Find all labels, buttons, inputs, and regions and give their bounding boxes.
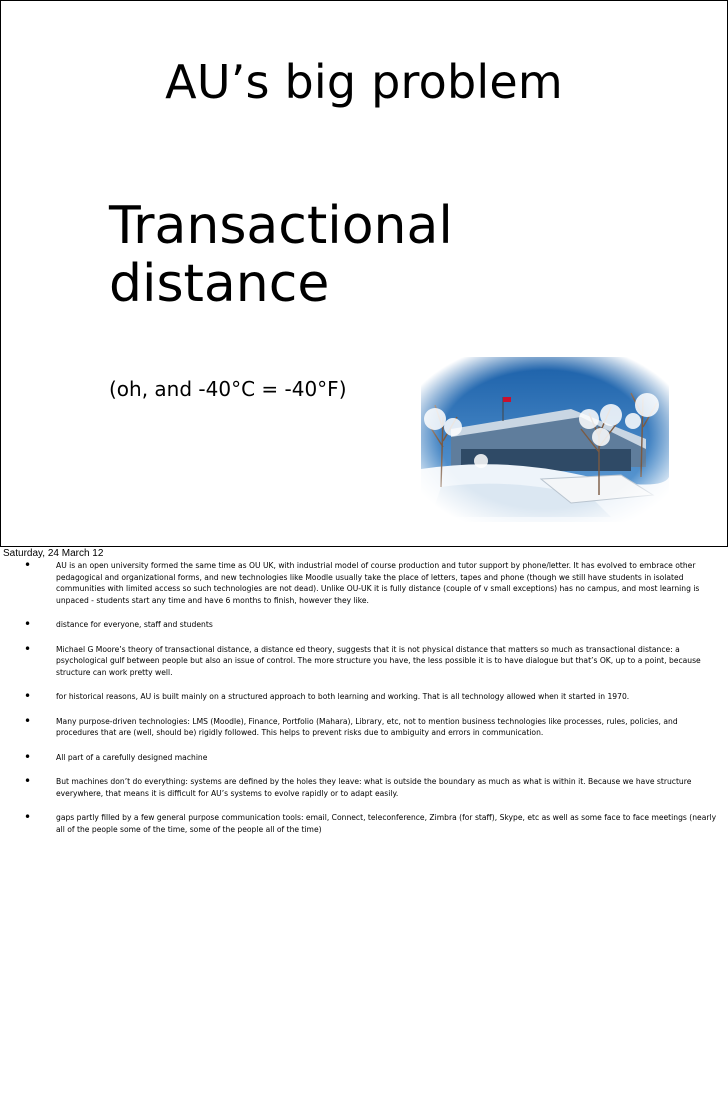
note-text: distance for everyone, staff and students (56, 620, 213, 629)
note-text: Michael G Moore’s theory of transactional distance, a distance ed theory, suggests that it is not physical distance that matters so much as transactional distance: a psychological gulf between people but also an issue of control. The more structure you have, the less possible it is to have dialogue but that’s OK, up to a point, because structure can work pretty well. (56, 644, 701, 677)
note-item (24, 713, 718, 739)
note-item (24, 749, 718, 764)
note-text: But machines don’t do everything: systems are defined by the holes they leave: what is outside the boundary as much as what is within it. Because we have structure everywhere, that means it is difficult for AU’s systems to evolve rapidly or to adapt easily. (56, 777, 692, 798)
note-item (24, 776, 718, 799)
note-item (24, 691, 718, 703)
note-item (24, 619, 718, 631)
heading-line-1: Transactional (109, 196, 453, 256)
notes-date: Saturday, 24 March 12 (3, 548, 104, 559)
note-text: for historical reasons, AU is built mainly on a structured approach to both learning and working. That is all technology allowed when it started in 1970. (56, 692, 630, 701)
bullet-icon: • (24, 713, 32, 728)
note-item (24, 641, 718, 679)
snowy-campus-photo (421, 357, 669, 522)
bullet-icon: • (24, 810, 32, 824)
note-text: Many purpose-driven technologies: LMS (Moodle), Finance, Portfolio (Mahara), Library, etc, not to mention business technologies like processes, rules, policies, and procedures that are (well, should be) rigidly followed. This helps to prevent risks due to ambiguity and errors in communication. (56, 716, 678, 737)
note-item (24, 560, 718, 606)
bullet-icon: • (24, 641, 32, 656)
note-item (24, 812, 718, 835)
slide-title: AU’s big problem (165, 55, 563, 109)
note-text: AU is an open university formed the same time as OU UK, with industrial model of course production and tutor support by phone/letter. It has evolved to embrace other pedagogical and organizational forms, and new technologies like Moodle usually take the place of letters, tapes and phone (though we still have students in isolated communities with limited access so such technologies are not dead). Unlike OU-UK it is fully distance (couple of v small exceptions) has no campus, and most learning is unpaced - students start any time and have 6 months to finish, however they like. (56, 561, 700, 605)
heading-line-2: distance (109, 254, 330, 314)
note-text: gaps partly filled by a few general purpose communication tools: email, Connect, teleconference, Zimbra (for staff), Skype, etc as well as some face to face meetings (nearly all of the people some of the time, some of the people all of the time) (56, 813, 717, 834)
slide-heading (109, 197, 453, 313)
slide-subtitle: (oh, and -40°C = -40°F) (109, 377, 347, 401)
bullet-icon: • (24, 558, 32, 572)
bullet-icon: • (24, 774, 32, 788)
bullet-icon: • (24, 749, 32, 764)
speaker-notes (24, 560, 718, 848)
bullet-icon: • (24, 617, 32, 631)
note-text: All part of a carefully designed machine (56, 752, 208, 762)
bullet-icon: • (24, 689, 32, 703)
